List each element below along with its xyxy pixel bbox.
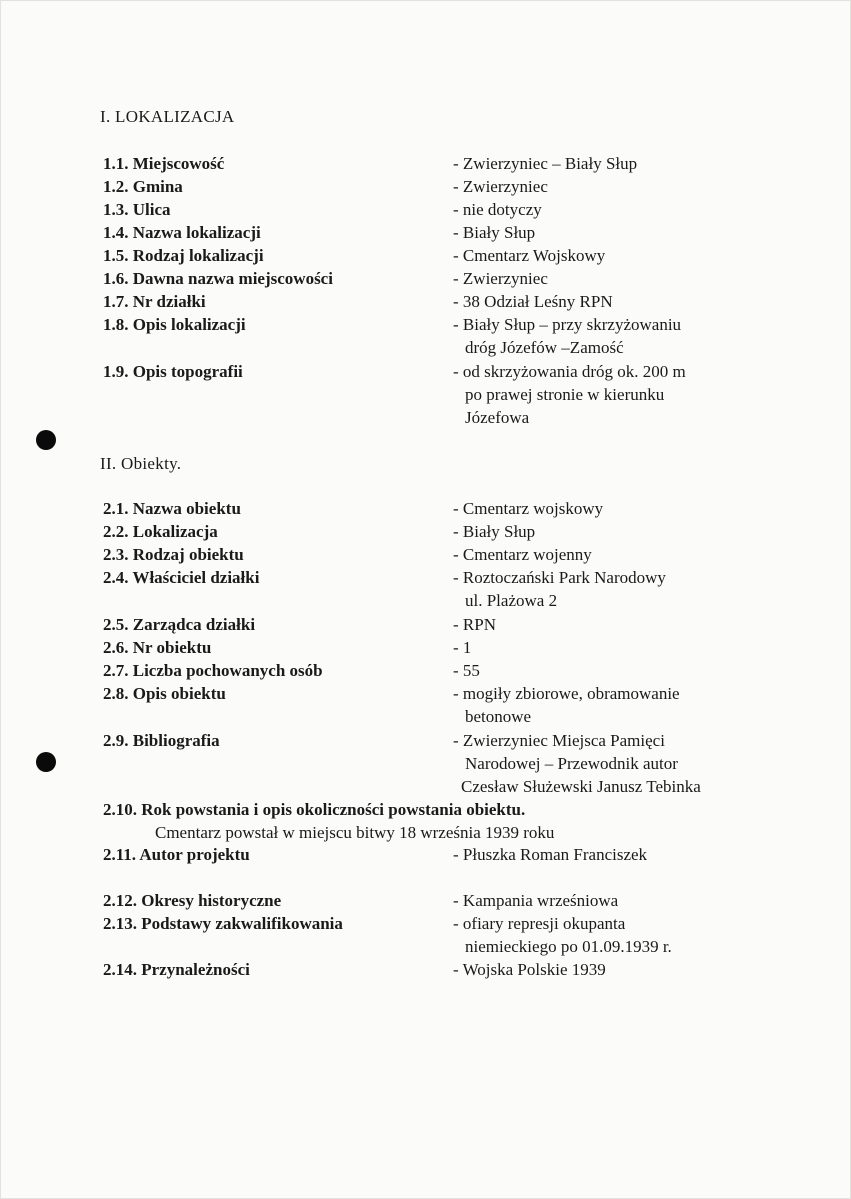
field-label: 2.2. Lokalizacja [103,522,218,541]
field-label: 1.8. Opis lokalizacji [103,315,246,334]
field-value-line: - Zwierzyniec – Biały Słup [453,154,638,173]
field-value [453,613,753,636]
field-value [453,566,753,612]
field-value-line: - od skrzyżowania dróg ok. 200 m [453,362,686,381]
field-value [453,175,753,198]
field-label-2-10: 2.10. Rok powstania i opis okoliczności powstania obiektu. [103,800,526,819]
field-value-line: - Biały Słup [453,223,536,242]
field-label: 2.4. Właściciel działki [103,568,260,587]
field-value [453,636,753,659]
field-value-line: - nie dotyczy [453,200,542,219]
field-label: 1.2. Gmina [103,177,183,196]
field-label: 1.3. Ulica [103,200,171,219]
field-value [453,889,753,912]
field-value [453,912,753,958]
field-value-line: - Cmentarz Wojskowy [453,246,606,265]
field-value [453,958,753,981]
field-label: 1.4. Nazwa lokalizacji [103,223,261,242]
field-value-line: - Cmentarz wojskowy [453,499,604,518]
field-value-line: - mogiły zbiorowe, obramowanie [453,684,680,703]
field-label: 2.7. Liczba pochowanych osób [103,661,323,680]
field-value-line: - Cmentarz wojenny [453,545,592,564]
field-value [453,543,753,566]
field-label: 1.5. Rodzaj lokalizacji [103,246,264,265]
field-value [453,497,753,520]
field-label: 1.7. Nr działki [103,292,206,311]
field-label: 2.5. Zarządca działki [103,615,256,634]
field-value [453,313,753,359]
field-value-line: - 38 Odział Leśny RPN [453,292,613,311]
field-value-continuation: po prawej stronie w kierunku [465,385,665,404]
field-label: 2.8. Opis obiektu [103,684,226,703]
field-value-continuation: Narodowej – Przewodnik autor [465,754,678,773]
field-value-continuation: niemieckiego po 01.09.1939 r. [465,937,672,956]
field-label: 2.6. Nr obiektu [103,638,212,657]
field-value-continuation: Józefowa [465,408,530,427]
field-label: 2.11. Autor projektu [103,845,250,864]
field-value [453,221,753,244]
field-value-line: - Wojska Polskie 1939 [453,960,606,979]
field-value-continuation: dróg Józefów –Zamość [465,338,624,357]
field-value-line: - 55 [453,661,480,680]
field-value [453,290,753,313]
field-value-line: - Zwierzyniec Miejsca Pamięci [453,731,665,750]
field-value-line: - RPN [453,615,496,634]
field-value [453,267,753,290]
field-value-line: - Biały Słup – przy skrzyżowaniu [453,315,682,334]
field-value-line: - ofiary represji okupanta [453,914,626,933]
field-value [453,198,753,221]
section-title-lokalizacja: I. LOKALIZACJA [100,107,235,126]
field-label: 2.12. Okresy historyczne [103,891,282,910]
field-value [453,244,753,267]
field-value [453,659,753,682]
field-value [453,682,753,728]
field-value-continuation: betonowe [465,707,532,726]
field-value-line: - 1 [453,638,472,657]
field-value [453,729,753,798]
section-title-obiekty: II. Obiekty. [100,454,182,473]
field-label: 2.14. Przynależności [103,960,250,979]
field-value-line: - Roztoczański Park Narodowy [453,568,666,587]
field-value [453,520,753,543]
field-description-2-10: Cmentarz powstał w miejscu bitwy 18 września 1939 roku [155,823,555,842]
field-value-continuation: Czesław Służewski Janusz Tebinka [461,777,701,796]
field-value [453,843,753,866]
field-label: 2.3. Rodzaj obiektu [103,545,244,564]
punch-hole-bottom [36,752,56,772]
field-value-line: - Biały Słup [453,522,536,541]
field-value-line: - Zwierzyniec [453,269,548,288]
field-value [453,152,753,175]
field-value-line: - Płuszka Roman Franciszek [453,845,648,864]
field-label: 1.6. Dawna nazwa miejscowości [103,269,333,288]
punch-hole-top [36,430,56,450]
field-value-line: - Zwierzyniec [453,177,548,196]
field-value-continuation: ul. Plażowa 2 [465,591,558,610]
field-label: 1.1. Miejscowość [103,154,225,173]
field-label: 2.9. Bibliografia [103,731,220,750]
field-value-line: - Kampania wrześniowa [453,891,619,910]
field-value [453,360,753,429]
field-label: 1.9. Opis topografii [103,362,243,381]
field-label: 2.1. Nazwa obiektu [103,499,241,518]
field-label: 2.13. Podstawy zakwalifikowania [103,914,343,933]
